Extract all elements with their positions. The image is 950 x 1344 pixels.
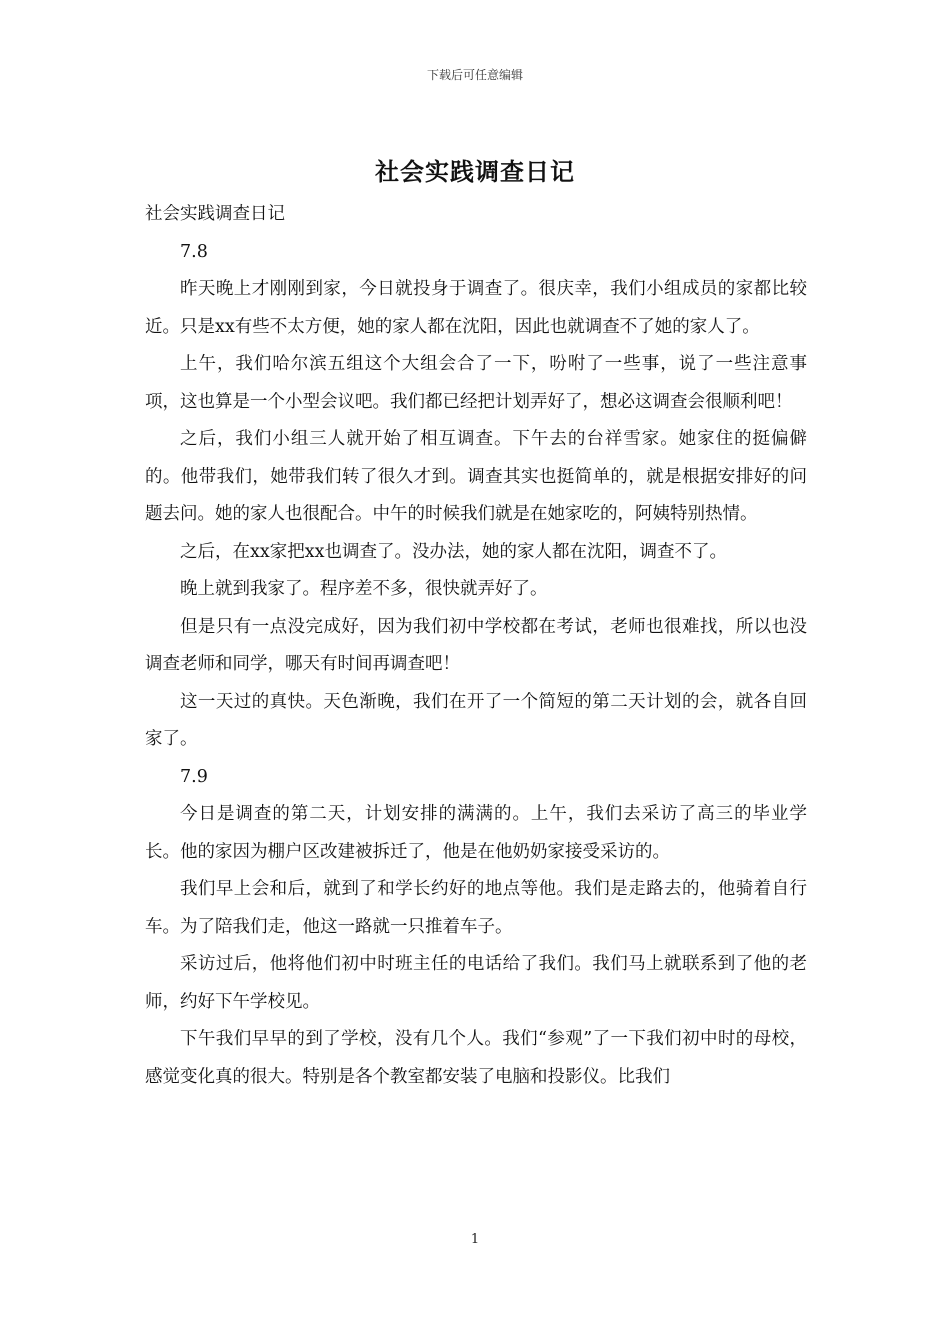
page-header: 下载后可任意编辑 — [426, 68, 523, 82]
document-title: 社会实践调查日记 — [375, 157, 575, 186]
page-number: 1 — [470, 1232, 480, 1247]
body-paragraph: 但是只有一点没完成好，因为我们初中学校都在考试，老师也很难找，所以也没调查老师和同学，哪天有时间再调查吧！ — [145, 616, 807, 674]
body-paragraph: 晚上就到我家了。程序差不多，很快就弄好了。 — [180, 579, 548, 599]
body-paragraph: 这一天过的真快。天色渐晚，我们在开了一个简短的第二天计划的会，就各自回家了。 — [145, 691, 807, 749]
body-paragraph: 之后，我们小组三人就开始了相互调查。下午去的台祥雪家。她家住的挺偏僻的。他带我们，她带我们转了很久才到。调查其实也挺简单的，就是根据安排好的问题去问。她的家人也很配合。中午的时候我们就是在她家吃的，阿姨特别热情。 — [145, 429, 807, 524]
body-paragraph: 今日是调查的第二天，计划安排的满满的。上午，我们去采访了高三的毕业学长。他的家因为棚户区改建被拆迁了，他是在他奶奶家接受采访的。 — [145, 804, 807, 862]
date-heading: 7.8 — [180, 241, 208, 262]
document-body — [145, 196, 807, 1096]
body-paragraph: 昨天晚上才刚刚到家，今日就投身于调查了。很庆幸，我们小组成员的家都比较近。只是xx有些不太方便，她的家人都在沈阳，因此也就调查不了她的家人了。 — [145, 279, 807, 337]
date-heading: 7.9 — [180, 766, 208, 787]
body-paragraph: 我们早上会和后，就到了和学长约好的地点等他。我们是走路去的，他骑着自行车。为了陪我们走，他这一路就一只推着车子。 — [145, 879, 807, 937]
body-paragraph: 下午我们早早的到了学校，没有几个人。我们“参观”了一下我们初中时的母校，感觉变化真的很大。特别是各个教室都安装了电脑和投影仪。比我们 — [145, 1029, 807, 1087]
body-paragraph: 之后，在xx家把xx也调查了。没办法，她的家人都在沈阳，调查不了。 — [180, 541, 727, 562]
body-paragraph: 采访过后，他将他们初中时班主任的电话给了我们。我们马上就联系到了他的老师，约好下午学校见。 — [145, 954, 807, 1012]
subtitle-paragraph: 社会实践调查日记 — [145, 204, 285, 224]
body-paragraph: 上午，我们哈尔滨五组这个大组会合了一下，吩咐了一些事，说了一些注意事项，这也算是一个小型会议吧。我们都已经把计划弄好了，想必这调查会很顺利吧！ — [145, 354, 807, 412]
